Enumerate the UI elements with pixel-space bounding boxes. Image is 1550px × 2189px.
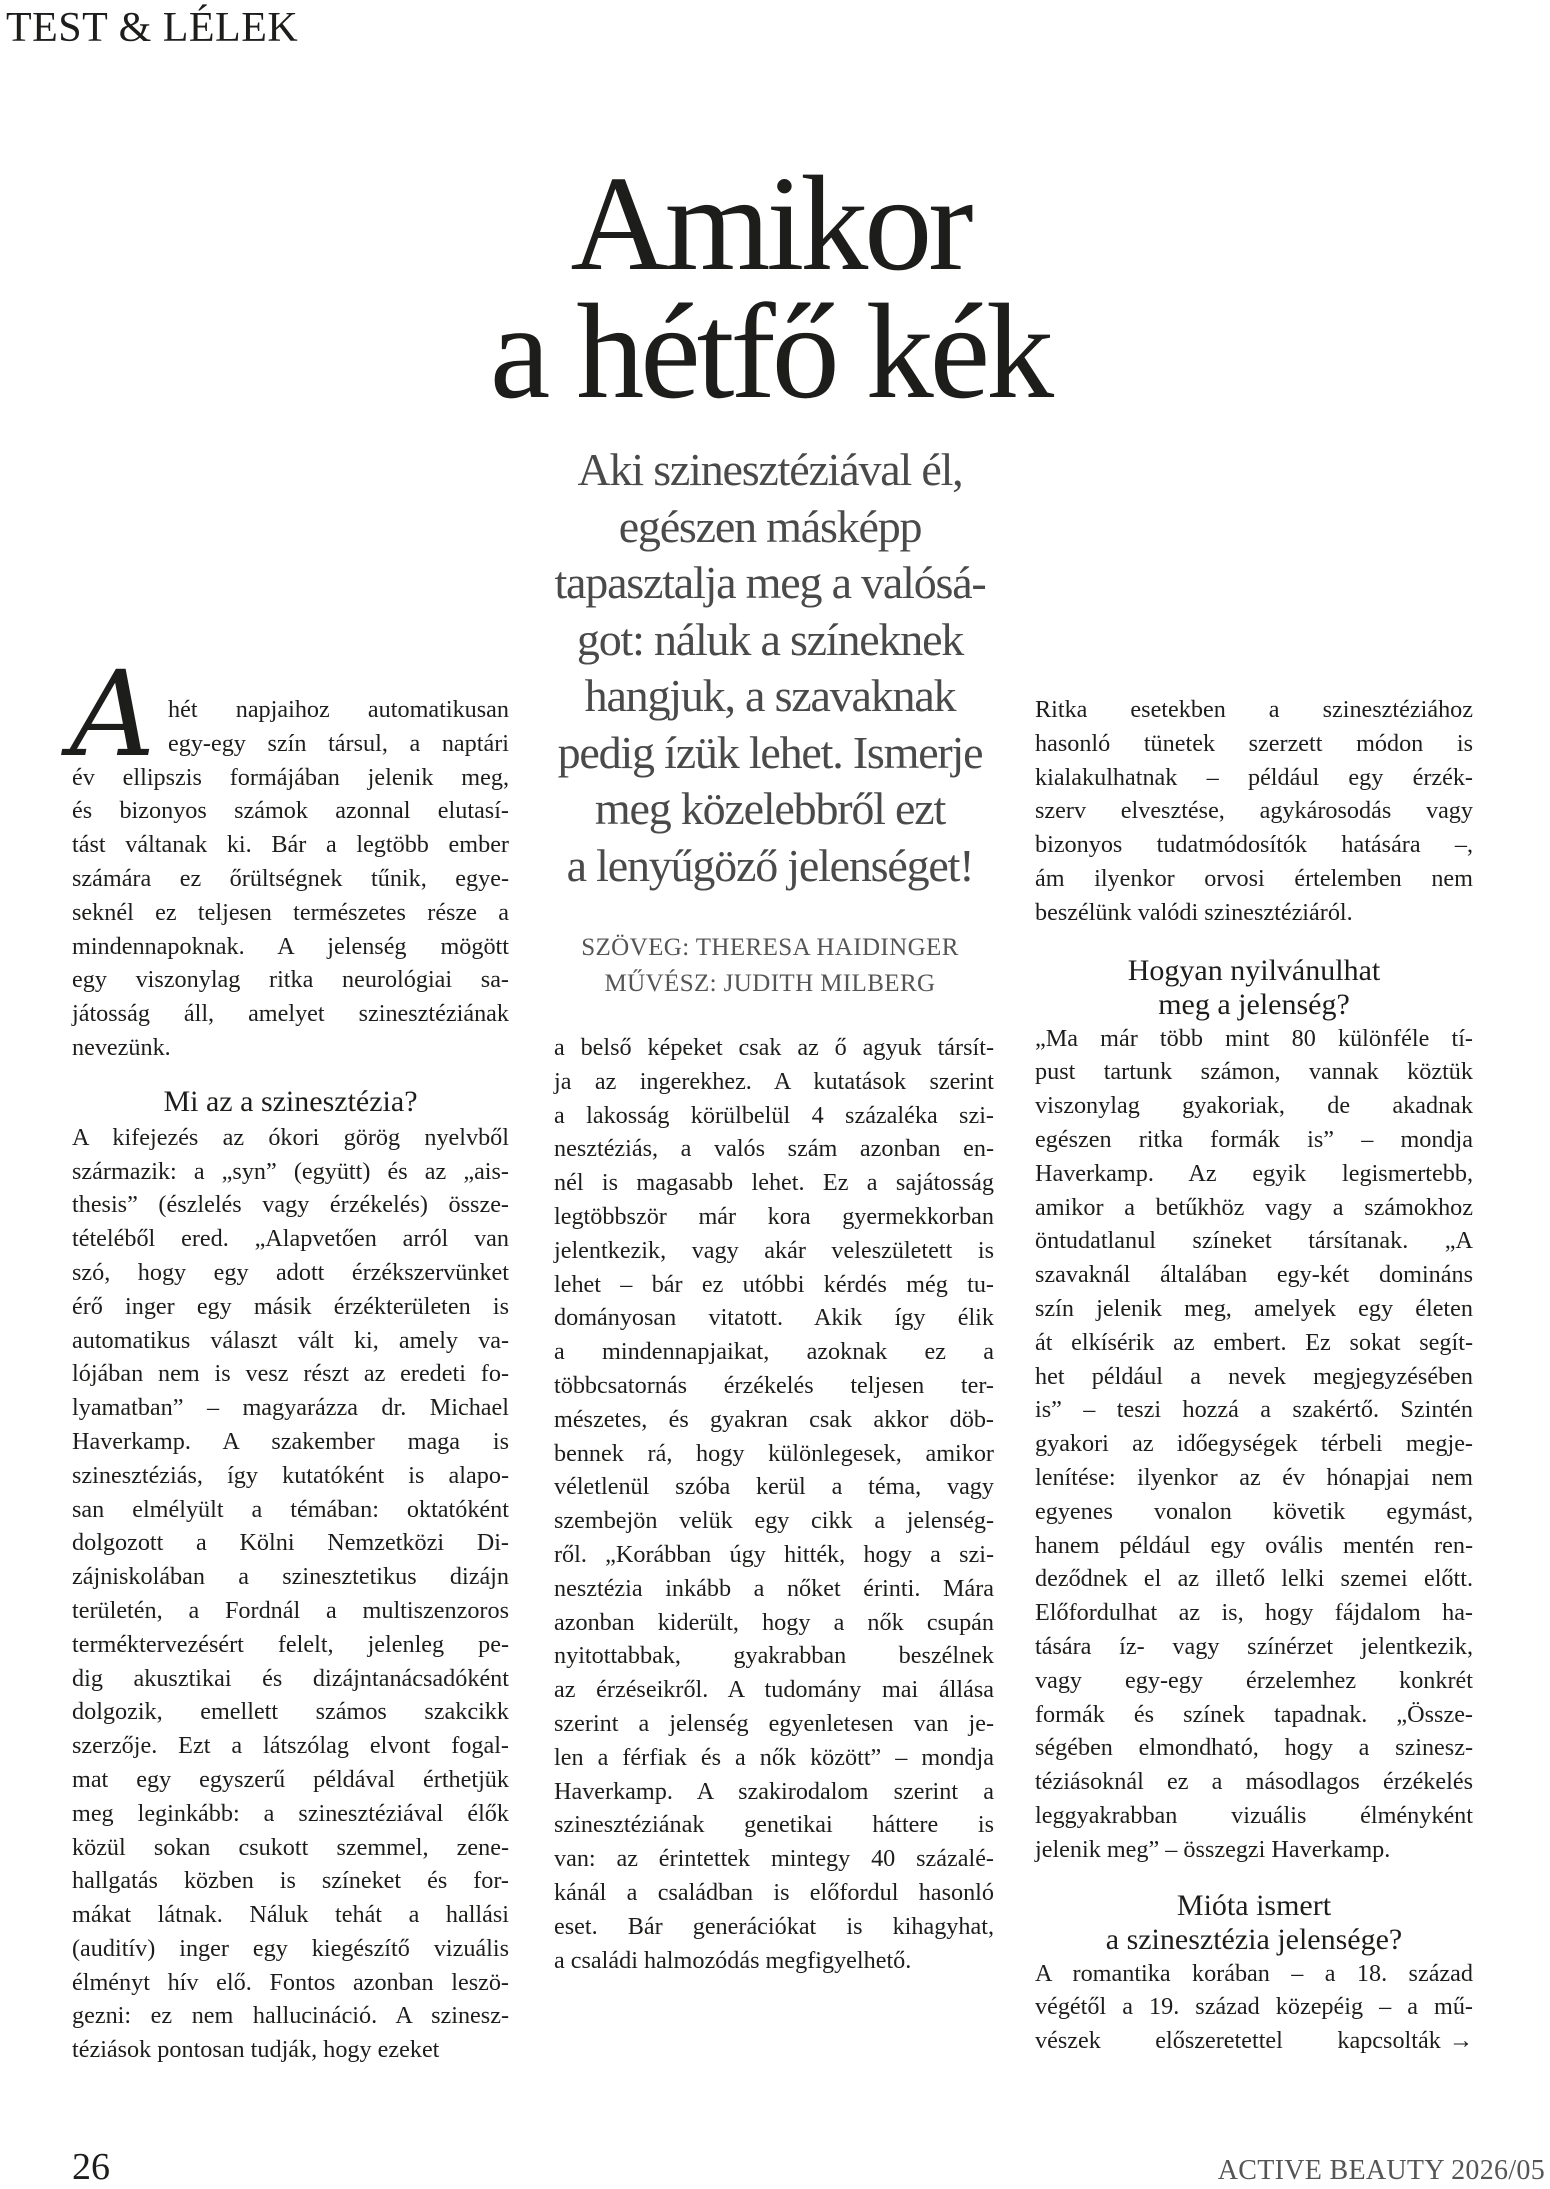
lead-line: tapasztalja meg a valósá-	[554, 557, 986, 608]
text-line: hét napjaihoz automatikusan	[168, 696, 509, 723]
text-line: szín jelenik meg, amelyek egy életen	[1035, 1294, 1473, 1322]
text-line: terméktervezésért felelt, jelenleg pe-	[72, 1630, 509, 1658]
text-line: dolgozik, emellett számos szakcikk	[72, 1698, 509, 1726]
text-line: lyamatban” – magyarázza dr. Michael	[72, 1394, 509, 1422]
text-line: A kifejezés az ókori görög nyelvből	[72, 1123, 509, 1151]
text-line: kialakulhatnak – például egy érzék-	[1035, 763, 1473, 791]
text-line: ám ilyenkor orvosi értelemben nem	[1035, 864, 1473, 892]
text-line: élményt hív elő. Fontos azonban leszö-	[72, 1968, 509, 1996]
text-line: végétől a 19. század közepéig – a mű-	[1035, 1993, 1473, 2021]
text-line: év ellipszis formájában jelenik meg,	[72, 763, 509, 791]
text-line: szinesztéziának genetikai háttere is	[554, 1811, 994, 1839]
text-line: A romantika korában – a 18. század	[1035, 1959, 1473, 1987]
text-line: bizonyos tudatmódosítók hatására –,	[1035, 831, 1473, 859]
text-line: tételéből ered. „Alapvetően arról van	[72, 1225, 509, 1253]
text-line: san elmélyült a témában: oktatóként	[72, 1495, 509, 1523]
lead-line: egészen másképp	[618, 500, 922, 552]
text-line: mészetes, és gyakran csak akkor döb-	[554, 1405, 994, 1433]
text-line: tására íz- vagy színérzet jelentkezik,	[1035, 1632, 1473, 1660]
text-line: lehet – bár ez utóbbi kérdés még tu-	[554, 1270, 994, 1298]
subheading: a szinesztézia jelensége?	[1105, 1922, 1403, 1956]
text-line: ségében elmondható, hogy a szinesz-	[1035, 1734, 1473, 1762]
text-line: szó, hogy egy adott érzékszervünket	[72, 1258, 509, 1286]
text-line: pust tartunk számon, vannak köztük	[1035, 1058, 1473, 1086]
text-line: ről. „Korábban úgy hitték, hogy a szi-	[554, 1540, 994, 1568]
subheading: meg a jelenség?	[1158, 987, 1350, 1021]
text-line: beszélünk valódi szinesztéziáról.	[1035, 898, 1353, 926]
text-line: deződnek el az illető lelki szemei előtt.	[1035, 1565, 1473, 1593]
text-line: Haverkamp. Az egyik legismertebb,	[1035, 1159, 1473, 1187]
text-line: jelentkezik, vagy akár veleszületett is	[554, 1236, 994, 1264]
article-title	[440, 149, 1100, 427]
arrow-right-icon: →	[1448, 2027, 1473, 2055]
text-line: hallgatás közben is színeket és for-	[72, 1867, 509, 1895]
text-line: számára ez őrültségnek tűnik, egye-	[72, 864, 509, 892]
text-line: Haverkamp. A szakirodalom szerint a	[554, 1777, 994, 1805]
text-line: nyitottabbak, gyakrabban beszélnek	[554, 1642, 994, 1670]
text-line: seknél ez teljesen természetes része a	[72, 898, 509, 926]
text-line: mat egy egyszerű példával érthetjük	[72, 1765, 509, 1793]
lead-line: Aki szinesztéziával él,	[577, 444, 963, 495]
credit-artist: MŰVÉSZ: JUDITH MILBERG	[604, 970, 936, 997]
credit-text: SZÖVEG: THERESA HAIDINGER	[581, 934, 959, 961]
text-line: a mindennapjaikat, azoknak ez a	[554, 1338, 994, 1366]
text-line: véletlenül szóba kerül a téma, vagy	[554, 1473, 994, 1501]
subheading: Mióta ismert	[1176, 1888, 1332, 1922]
text-line: viszonylag gyakoriak, de akadnak	[1035, 1092, 1473, 1120]
text-line: egyenes vonalon követik egymást,	[1035, 1497, 1473, 1525]
text-line: azonban kiderült, hogy a nők csupán	[554, 1608, 994, 1636]
text-line: származik: a „syn” (együtt) és az „ais-	[72, 1157, 509, 1185]
text-line: automatikus választ vált ki, amely va-	[72, 1326, 509, 1354]
text-line: dolgozott a Kölni Nemzetközi Di-	[72, 1529, 509, 1557]
text-line: Haverkamp. A szakember maga is	[72, 1427, 509, 1455]
title-line: Amikor	[570, 149, 970, 299]
text-line: téziások pontosan tudják, hogy ezeket	[72, 2036, 440, 2064]
text-line: kánál a családban is előfordul hasonló	[554, 1878, 994, 1906]
text-line: amikor a betűkhöz vagy a számokhoz	[1035, 1193, 1473, 1221]
text-line: közül sokan csukott szemmel, zene-	[72, 1833, 509, 1861]
lead-line: hangjuk, a szavaknak	[584, 670, 956, 721]
subheading: Hogyan nyilvánulhat	[1127, 953, 1381, 987]
section-label: TEST & LÉLEK	[6, 5, 299, 51]
text-line: jelenik meg” – összegzi Haverkamp.	[1035, 1835, 1391, 1863]
text-line: területén, a Fordnál a multiszenzoros	[72, 1596, 509, 1624]
text-line: Ritka esetekben a szinesztéziához	[1035, 696, 1473, 723]
text-line: mákat látnak. Náluk tehát a hallási	[72, 1901, 509, 1929]
text-line: is” – teszi hozzá a szakértő. Szintén	[1035, 1396, 1473, 1424]
lead-line: pedig ízük lehet. Ismerje	[557, 726, 983, 778]
text-line: hasonló tünetek szerzett módon is	[1035, 729, 1473, 757]
text-line: szembejön velük egy cikk a jelenség-	[554, 1507, 994, 1535]
text-line: thesis” (észlelés vagy érzékelés) össze-	[72, 1191, 509, 1219]
text-line: lenítése: ilyenkor az év hónapjai nem	[1035, 1463, 1473, 1491]
text-line: szerzője. Ezt a látszólag elvont fogal-	[72, 1732, 509, 1760]
text-line: het például a nevek megjegyzésében	[1035, 1362, 1473, 1390]
text-line: át elkísérik az embert. Ez sokat segít-	[1035, 1328, 1473, 1356]
text-line: egy viszonylag ritka neurológiai sa-	[72, 966, 509, 994]
title-line: a hétfő kék	[489, 277, 1051, 427]
text-line: mindennapoknak. A jelenség mögött	[72, 932, 509, 960]
text-line: lójában nem is vesz részt az eredeti fo-	[72, 1360, 509, 1388]
text-line: egészen ritka formák is” – mondja	[1035, 1125, 1473, 1153]
text-line: gyakori az időegységek térbeli megje-	[1035, 1430, 1473, 1458]
text-line: szinesztéziás, így kutatóként is alapo-	[72, 1461, 509, 1489]
text-line: eset. Bár generációkat is kihagyhat,	[554, 1912, 994, 1940]
text-line: a családi halmozódás megfigyelhető.	[554, 1946, 912, 1974]
text-line: ja az ingerekhez. A kutatások szerint	[554, 1067, 994, 1095]
lead-line: meg közelebbről ezt	[594, 783, 946, 834]
text-line: szavaknál általában egy-két domináns	[1035, 1261, 1473, 1289]
text-line: a lakosság körülbelül 4 százaléka szi-	[554, 1101, 994, 1129]
text-line: vagy egy-egy érzelemhez konkrét	[1035, 1666, 1473, 1694]
text-line: legtöbbször már kora gyermekkorban	[554, 1202, 994, 1230]
text-line: „Ma már több mint 80 különféle tí-	[1035, 1024, 1473, 1052]
article-lead	[535, 442, 1005, 894]
text-line: (auditív) inger egy kiegészítő vizuális	[72, 1934, 509, 1962]
text-line: téziásoknál ez a másodlagos érzékelés	[1035, 1768, 1473, 1796]
text-line: vészek előszeretettel kapcsolták →	[1035, 2024, 1473, 2058]
text-line: leggyakrabban vizuális élményként	[1035, 1801, 1473, 1829]
text-line: dományosan vitatott. Akik így élik	[554, 1304, 994, 1332]
text-line: a belső képeket csak az ő agyuk társít-	[554, 1034, 994, 1061]
text-line: Előfordulhat az is, hogy fájdalom ha-	[1035, 1599, 1473, 1627]
text-line: érő inger egy másik érzékterületen is	[72, 1292, 509, 1320]
text-line: tást váltanak ki. Bár a legtöbb ember	[72, 831, 509, 859]
text-line: nesztéziás, a valós szám azonban en-	[554, 1135, 994, 1163]
lead-line: a lenyűgöző jelenséget!	[566, 839, 974, 891]
text-line: nesztézia inkább a nőket érinti. Mára	[554, 1574, 994, 1602]
column-1	[72, 693, 509, 2067]
lead-line: got: náluk a színeknek	[576, 613, 964, 665]
text-line: hanem például egy ovális mentén ren-	[1035, 1531, 1473, 1559]
text-line: szerv elvesztése, agykárosodás vagy	[1035, 797, 1473, 825]
magazine-info: ACTIVE BEAUTY 2026/05	[1217, 2155, 1545, 2186]
article-credits	[540, 930, 1000, 1002]
text-line: bennek rá, hogy különlegesek, amikor	[554, 1439, 994, 1467]
column-2	[554, 1031, 994, 1977]
text-line: és bizonyos számok azonnal elutasí-	[72, 797, 509, 825]
text-line: játosság áll, amelyet szinesztéziának	[72, 1000, 509, 1028]
text-line: formák és színek tapadnak. „Össze-	[1035, 1700, 1473, 1728]
subheading: Mi az a szinesztézia?	[163, 1084, 418, 1118]
text-line: egy-egy szín társul, a naptári	[168, 729, 509, 757]
text-line: öntudatlanul színeket társítanak. „A	[1035, 1227, 1473, 1255]
text-line: szerint a jelenség egyenletesen van je-	[554, 1709, 994, 1737]
text-line: dig akusztikai és dizájntanácsadóként	[72, 1664, 509, 1692]
text-line: az érzéseikről. A tudomány mai állása	[554, 1676, 994, 1704]
text-line: zájniskolában a szinesztetikus dizájn	[72, 1563, 509, 1591]
text-line: nevezünk.	[72, 1033, 171, 1061]
drop-cap: A	[70, 645, 156, 783]
text-line: nél is magasabb lehet. Ez a sajátosság	[554, 1169, 994, 1197]
page-number: 26	[72, 2146, 110, 2188]
text-line: többcsatornás érzékelés teljesen ter-	[554, 1371, 994, 1399]
text-line: len a férfiak és a nők között” – mondja	[554, 1743, 994, 1771]
text-line: gezni: ez nem hallucináció. A szinesz-	[72, 2002, 509, 2030]
text-line: meg leginkább: a szinesztéziával élők	[72, 1799, 509, 1827]
text-line: van: az érintettek mintegy 40 százalé-	[554, 1845, 994, 1873]
column-3	[1035, 693, 1473, 2058]
